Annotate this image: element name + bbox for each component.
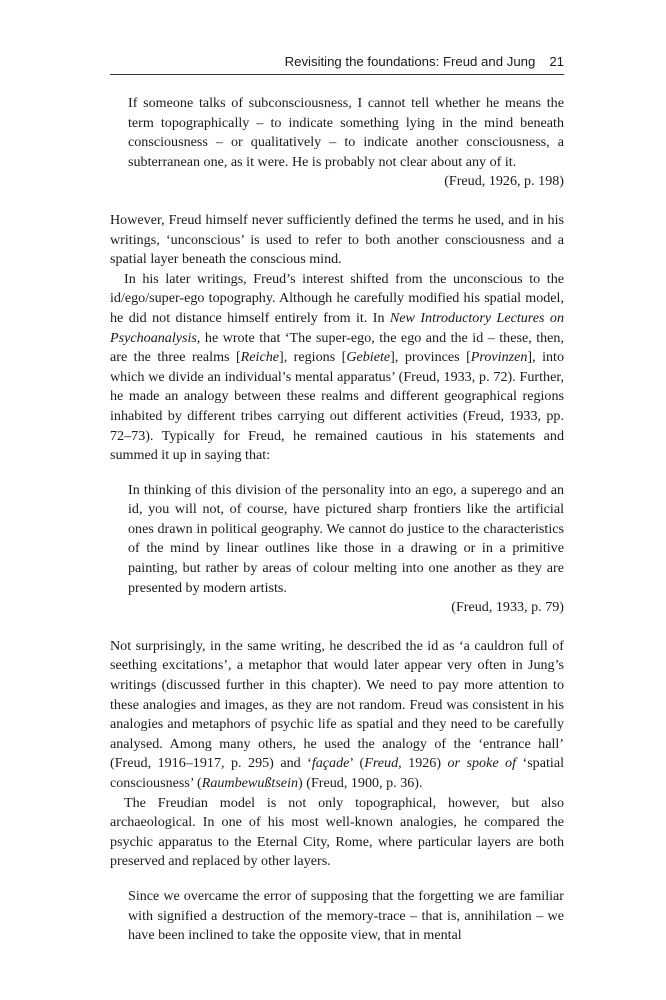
block-quote-2-citation: (Freud, 1933, p. 79) — [451, 599, 564, 616]
paragraph-1: However, Freud himself never sufficiently defined the terms he used, and in his writings, ‘unconscious’ is used to refer to both another consciousness and a spatial layer beneath the conscious mind. — [110, 211, 564, 268]
paragraph-3: Not surprisingly, in the same writing, he described the id as ‘a cauldron full of seething excitations’, a metaphor that would later appear very often in Jung’s writings (discussed further in this chapter). We need to pay more attention to these analogies and images, as they are not random. Freud was consistent in his analogies and metaphors of psychic life as spatial and they need to be carefully analysed. Among many others, he used the analogy of the ‘entrance hall’ (Freud, 1916–1917, p. 295) and ‘façade’ (Freud, 1926) or spoke of ‘spatial consciousness’ (Raumbewußtsein) (Freud, 1900, p. 36). — [110, 637, 564, 791]
block-quote-3 — [110, 887, 564, 946]
block-quote-1-text: If someone talks of subconsciousness, I cannot tell whether he means the term topographically – to indicate something lying in the mind beneath consciousness – or qualitatively – to indicate another consciousness, a subterranean one, as it were. He is probably not clear about any of it. — [128, 95, 564, 170]
paragraph-2: In his later writings, Freud’s interest shifted from the unconscious to the id/ego/super-ego topography. Although he carefully modified his spatial model, he did not distance himself entirely from it. In New Introductory Lectures on Psychoanalysis, he wrote that ‘The super-ego, the ego and the id – these, then, are the three realms [Reiche], regions [Gebiete], provinces [Provinzen], into which we divide an individual’s mental apparatus’ (Freud, 1933, p. 72). Further, he made an analogy between these realms and different geographical regions inhabited by different tribes carrying out different activities (Freud, 1933, pp. 72–73). Typically for Freud, he remained cautious in his statements and summed it up in saying that: — [110, 270, 565, 464]
page-body — [110, 94, 564, 946]
block-quote-2 — [110, 481, 564, 618]
page-number: 21 — [549, 54, 564, 69]
block-quote-1-citation: (Freud, 1926, p. 198) — [444, 173, 564, 190]
book-title: New Introductory Lectures on Psychoanalysis — [110, 309, 564, 346]
running-header — [110, 54, 564, 75]
running-title: Revisiting the foundations: Freud and Jung — [284, 54, 536, 69]
block-quote-2-text: In thinking of this division of the personality into an ego, a superego and an id, you will not, of course, have pictured sharp frontiers like the artificial ones drawn in political geography. We cannot do justice to the characteristics of the mind by linear outlines like those in a drawing or in a primitive painting, but rather by areas of colour melting into one another as they are presented by modern artists. — [128, 481, 564, 596]
paragraph-4: The Freudian model is not only topographical, however, but also archaeological. In one of his most well-known analogies, he compared the psychic apparatus to the Eternal City, Rome, where particular layers are both preserved and replaced by other layers. — [110, 794, 564, 870]
block-quote-1 — [110, 94, 564, 192]
block-quote-3-text: Since we overcame the error of supposing that the forgetting we are familiar with signified a destruction of the memory-trace – that is, annihilation – we have been inclined to take the opposite view, that in mental — [128, 887, 564, 944]
